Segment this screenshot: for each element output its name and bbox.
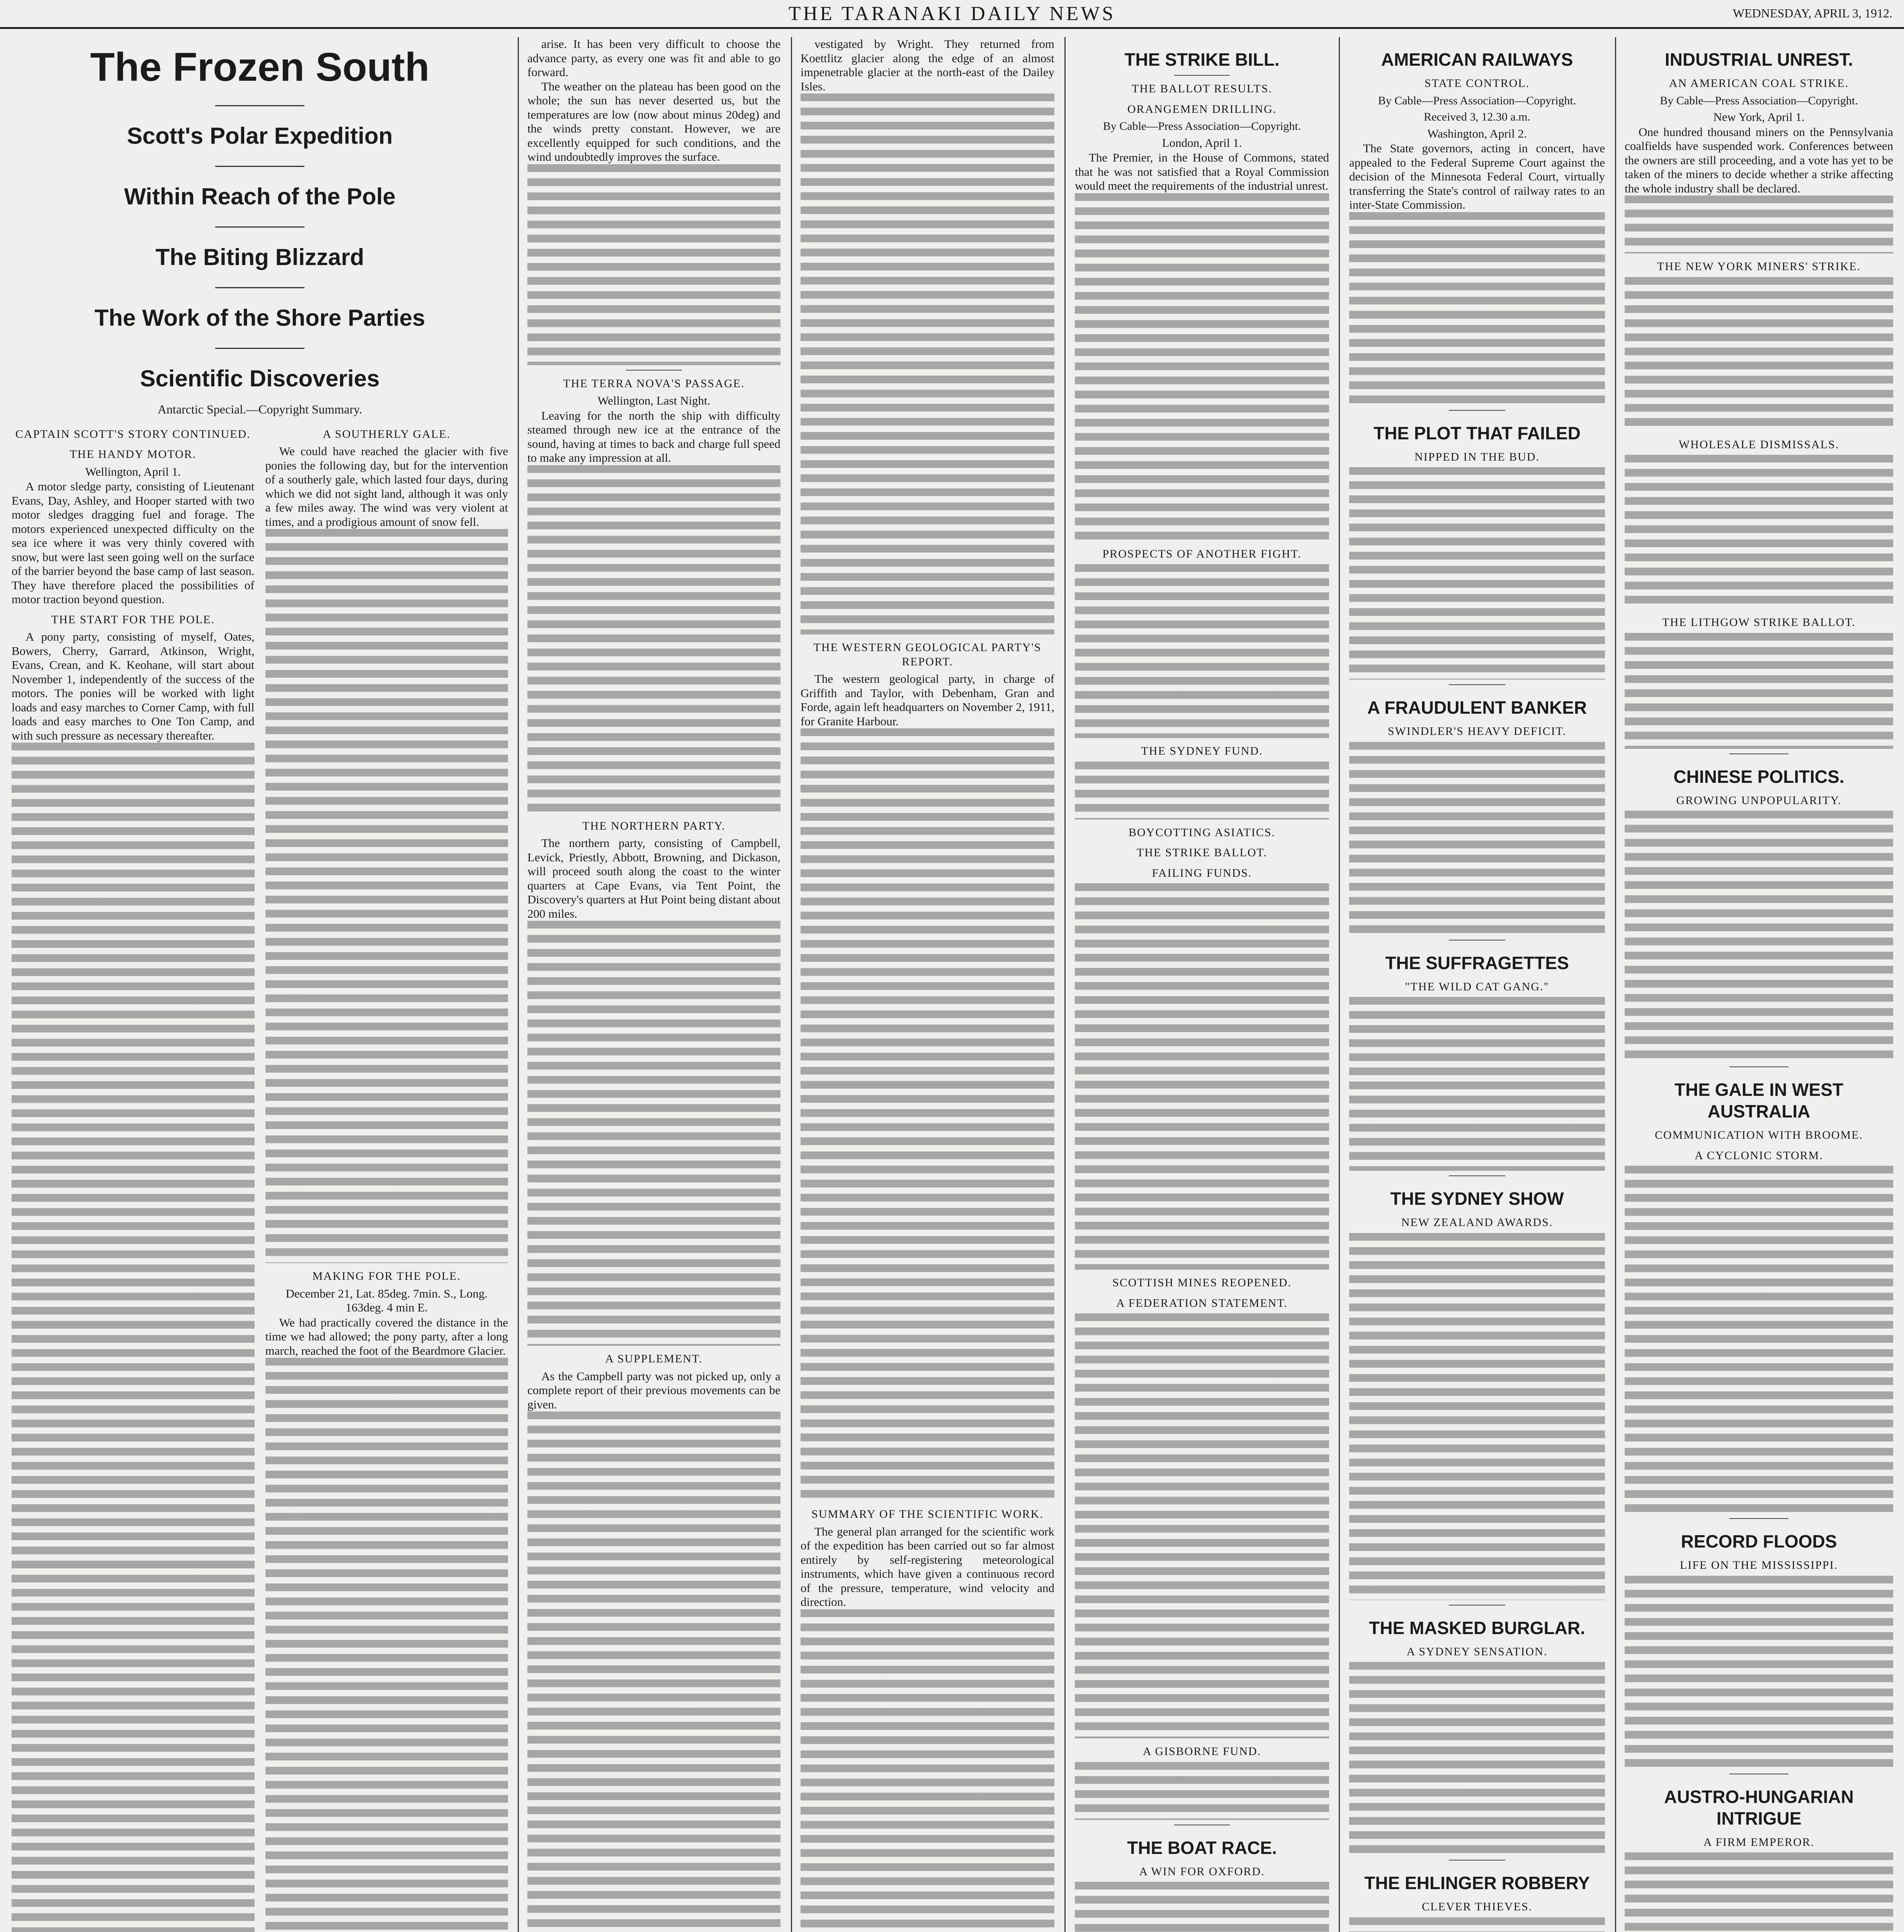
section-subheading: THE START FOR THE POLE. <box>51 613 215 626</box>
column-rule <box>1615 37 1616 1932</box>
article-paragraph: We had practically covered the distance in the time we had allowed; the pony party, after a long march, reached the foot of the Beardmore Glacier. <box>265 1315 508 1357</box>
article-paragraph: The northern party, consisting of Campbell, Levick, Priestly, Abbott, Browning, and Dickason, will proceed south along the coast to the winter quarters at Cape Evans, via Tent Point, the Discovery's quarters at Hut Point being distant about 200 miles. <box>527 836 780 920</box>
body-text-block <box>1075 564 1329 738</box>
article-paragraph: vestigated by Wright. They returned from Koettlitz glacier along the edge of an almost impenetrable glacier at the north-east of the Dailey Isles. <box>801 37 1054 93</box>
body-text-block <box>1349 1917 1605 1932</box>
headline: THE GALE IN WEST AUSTRALIA <box>1674 1080 1843 1121</box>
article-paragraph: Leaving for the north the ship with difficulty steamed through new ice at the entrance of the sound, having at times to back and charge full speed to make any impression at all. <box>527 408 780 464</box>
body-text-block <box>1349 467 1605 680</box>
body-text-block <box>527 164 780 365</box>
body-text-block <box>527 1412 780 1932</box>
received-time: Received 3, 12.30 a.m. <box>1424 111 1530 123</box>
page-title: The Frozen South <box>90 45 430 90</box>
divider <box>215 105 304 106</box>
article-paragraph: As the Campbell party was not picked up, only a complete report of their previous movements can be given. <box>527 1369 780 1411</box>
deck-heading: Scientific Discoveries <box>140 366 380 391</box>
section-subheading: AN AMERICAN COAL STRIKE. <box>1669 77 1849 90</box>
headline: THE EHLINGER ROBBERY <box>1364 1873 1590 1893</box>
byline: By Cable—Press Association—Copyright. <box>1378 94 1576 107</box>
body-text-block <box>12 743 255 1932</box>
section-subheading: CLEVER THIEVES. <box>1421 1900 1533 1913</box>
dateline: London, April 1. <box>1162 136 1242 150</box>
section-subheading: MAKING FOR THE POLE. <box>312 1270 461 1282</box>
headline: THE SUFFRAGETTES <box>1385 952 1569 973</box>
frozen-south-article <box>12 37 508 1932</box>
masthead-title: THE TARANAKI DAILY NEWS <box>788 3 1116 25</box>
divider <box>215 226 304 228</box>
divider <box>1729 1518 1788 1519</box>
section-subheading: A SYDNEY SENSATION. <box>1406 1645 1548 1658</box>
section-subheading: BOYCOTTING ASIATICS. <box>1128 826 1276 839</box>
column-rule <box>1339 37 1340 1932</box>
section-subheading: PROSPECTS OF ANOTHER FIGHT. <box>1102 547 1302 560</box>
article-paragraph: The western geological party, in charge of Griffith and Taylor, with Debenham, Gran and Forde, again left headquarters on November 2, 1911, for Granite Harbour. <box>801 672 1054 728</box>
divider <box>1174 75 1230 76</box>
body-text-block <box>265 1358 508 1932</box>
dateline: Wellington, Last Night. <box>597 394 711 407</box>
body-text-block <box>1625 811 1893 1062</box>
column-4 <box>1075 37 1329 1932</box>
dateline: Washington, April 2. <box>1427 126 1527 140</box>
divider <box>626 370 682 371</box>
divider <box>215 348 304 349</box>
section-subheading: SWINDLER'S HEAVY DEFICIT. <box>1387 725 1567 738</box>
body-text-block <box>1075 1882 1329 1932</box>
article-paragraph: The Premier, in the House of Commons, stated that he was not satisfied that a Royal Commission would meet the requirements of the industrial unrest. <box>1075 151 1329 192</box>
section-subheading: THE BALLOT RESULTS. <box>1132 82 1272 95</box>
section-subheading: STATE CONTROL. <box>1424 77 1530 90</box>
headline: THE SYDNEY SHOW <box>1390 1189 1564 1209</box>
byline: By Cable—Press Association—Copyright. <box>1103 120 1301 133</box>
section-subheading: A FEDERATION STATEMENT. <box>1116 1296 1288 1310</box>
section-heading: THE TERRA NOVA'S PASSAGE. <box>563 377 745 390</box>
body-text-block <box>801 94 1054 634</box>
article-paragraph: The State governors, acting in concert, have appealed to the Federal Supreme Court against the decision of the Minnesota Federal Court, virtually transferring the State's control of railway rates to an inter-State Commission. <box>1349 141 1605 211</box>
headline: AUSTRO-HUNGARIAN INTRIGUE <box>1664 1786 1854 1828</box>
section-heading: CAPTAIN SCOTT'S STORY CONTINUED. <box>15 427 251 440</box>
divider <box>1729 753 1788 754</box>
section-subheading: THE SYDNEY FUND. <box>1141 745 1263 757</box>
body-text-block <box>1349 1662 1605 1855</box>
column-3 <box>801 37 1054 1932</box>
section-subheading: A FIRM EMPEROR. <box>1703 1835 1815 1849</box>
body-text-block <box>1625 1166 1893 1514</box>
headline: RECORD FLOODS <box>1681 1531 1837 1551</box>
article-paragraph: The general plan arranged for the scientific work of the expedition has been carried out so far almost entirely by self-registering meteorological instruments, which have given a continuous record of the pressure, temperature, wind velocity and direction. <box>801 1524 1054 1609</box>
deck-heading: Within Reach of the Pole <box>124 184 396 209</box>
section-heading: SUMMARY OF THE SCIENTIFIC WORK. <box>811 1508 1044 1520</box>
section-subheading: NIPPED IN THE BUD. <box>1414 450 1540 463</box>
section-subheading: THE NEW YORK MINERS' STRIKE. <box>1657 260 1861 273</box>
copyright-credit: Antarctic Special.—Copyright Summary. <box>157 402 362 416</box>
body-text-block <box>265 529 508 1263</box>
body-text-block <box>1625 633 1893 749</box>
section-subheading: "THE WILD CAT GANG." <box>1405 980 1549 993</box>
headline: THE PLOT THAT FAILED <box>1374 423 1581 443</box>
section-subheading: FAILING FUNDS. <box>1152 866 1252 879</box>
section-subheading: SCOTTISH MINES REOPENED. <box>1112 1276 1292 1289</box>
body-text-block <box>1349 997 1605 1171</box>
body-text-block <box>1349 1233 1605 1600</box>
section-subheading: LIFE ON THE MISSISSIPPI. <box>1680 1559 1838 1571</box>
article-paragraph: A motor sledge party, consisting of Lieutenant Evans, Day, Ashley, and Hooper started with two motor sledges dragging fuel and forage. The motors experienced unexpected difficulty on the sea ice where it was very thinly covered with snow, but were last seen going well on the surface of the barrier beyond the base camp of last season. They have therefore placed the possibilities of motor traction beyond question. <box>12 480 255 606</box>
article-paragraph: The weather on the plateau has been good on the whole; the sun has never deserted us, but the temperatures are low (now about minus 20deg) and the winds pretty constant. However, we are excellently equipped for such conditions, and the wind undoubtedly improves the surface. <box>527 79 780 163</box>
headline: INDUSTRIAL UNREST. <box>1664 49 1853 70</box>
deck-heading: Scott's Polar Expedition <box>127 123 393 149</box>
body-text-block <box>801 728 1054 1501</box>
headline: CHINESE POLITICS. <box>1673 766 1844 787</box>
body-text-block <box>1349 742 1605 935</box>
body-text-block <box>1625 196 1893 253</box>
body-text-block <box>527 921 780 1346</box>
section-subheading: A CYCLONIC STORM. <box>1695 1149 1823 1162</box>
section-subheading: THE NORTHERN PARTY. <box>582 819 726 832</box>
section-subheading: GROWING UNPOPULARITY. <box>1676 794 1842 807</box>
body-text-block <box>1349 212 1605 405</box>
deck-heading: The Biting Blizzard <box>155 244 364 270</box>
column-6 <box>1625 37 1893 1932</box>
divider <box>1449 684 1505 685</box>
divider <box>1449 1860 1505 1861</box>
headline: THE BOAT RACE. <box>1127 1837 1277 1858</box>
divider <box>215 166 304 167</box>
headline: THE STRIKE BILL. <box>1124 49 1280 70</box>
column-rule <box>1064 37 1066 1932</box>
section-subheading: NEW ZEALAND AWARDS. <box>1401 1216 1553 1229</box>
section-subheading: THE HANDY MOTOR. <box>70 448 197 461</box>
dateline: New York, April 1. <box>1713 110 1805 124</box>
divider <box>1449 410 1505 411</box>
section-subheading: ORANGEMEN DRILLING. <box>1127 102 1277 116</box>
body-text-block <box>1625 1576 1893 1769</box>
body-text-block <box>527 465 780 813</box>
section-heading: THE WESTERN GEOLOGICAL PARTY'S REPORT. <box>813 641 1042 668</box>
article-paragraph: A pony party, consisting of myself, Oates, Bowers, Cherry, Garrard, Atkinson, Wright, Evans, Crean, and K. Keohane, will start about November 1, independently of the success of the motors. The ponies will be worked with light loads and easy marches to Corner Camp, with full loads and easy marches to One Ton Camp, and with such pressure as necessary thereafter. <box>12 630 255 742</box>
body-text-block <box>1075 1313 1329 1738</box>
column-2 <box>527 37 780 1932</box>
headline: A FRAUDULENT BANKER <box>1367 697 1587 718</box>
section-heading: A SOUTHERLY GALE. <box>323 427 451 440</box>
divider <box>215 287 304 288</box>
column-5 <box>1349 37 1605 1932</box>
headline: THE MASKED BURGLAR. <box>1369 1617 1585 1638</box>
body-text-block <box>1075 1762 1329 1820</box>
article-paragraph: We could have reached the glacier with five ponies the following day, but for the intervention of a southerly gale, which lasted four days, during which we did not sight land, although it was only a few miles away. The wind was very violent at times, and a prodigious amount of snow fell. <box>265 444 508 529</box>
section-subheading: A GISBORNE FUND. <box>1142 1745 1261 1758</box>
body-text-block <box>1625 277 1893 432</box>
body-text-block <box>1625 455 1893 609</box>
column-rule <box>518 37 519 1932</box>
divider <box>1449 1175 1505 1176</box>
section-subheading: COMMUNICATION WITH BROOME. <box>1655 1129 1863 1141</box>
dateline: December 21, Lat. 85deg. 7min. S., Long. 163deg. 4 min E. <box>286 1286 488 1314</box>
deck-heading: The Work of the Shore Parties <box>94 305 425 331</box>
masthead <box>0 0 1904 29</box>
article-paragraph: One hundred thousand miners on the Pennsylvania coalfields have suspended work. Conferences between the owners are still proceeding, and a vote has yet to be taken of the miners to decide whether a strike affecting the whole industry shall be declared. <box>1625 125 1893 195</box>
masthead-date: WEDNESDAY, APRIL 3, 1912. <box>1732 6 1892 20</box>
divider <box>1729 1066 1788 1067</box>
body-text-block <box>1625 1852 1893 1932</box>
article-paragraph: arise. It has been very difficult to choose the advance party, as every one was fit and able to go forward. <box>527 37 780 79</box>
headline: AMERICAN RAILWAYS <box>1381 49 1573 70</box>
section-subheading: A SUPPLEMENT. <box>605 1352 703 1365</box>
section-subheading: A WIN FOR OXFORD. <box>1139 1865 1265 1878</box>
body-text-block <box>1075 762 1329 820</box>
column-rule <box>791 37 792 1932</box>
byline: By Cable—Press Association—Copyright. <box>1660 94 1858 107</box>
body-text-block <box>1075 193 1329 541</box>
body-text-block <box>1075 883 1329 1270</box>
section-subheading: THE LITHGOW STRIKE BALLOT. <box>1662 616 1856 629</box>
dateline: Wellington, April 1. <box>85 464 181 478</box>
section-subheading: THE STRIKE BALLOT. <box>1137 846 1267 859</box>
section-subheading: WHOLESALE DISMISSALS. <box>1678 438 1839 451</box>
body-text-block <box>801 1609 1054 1932</box>
